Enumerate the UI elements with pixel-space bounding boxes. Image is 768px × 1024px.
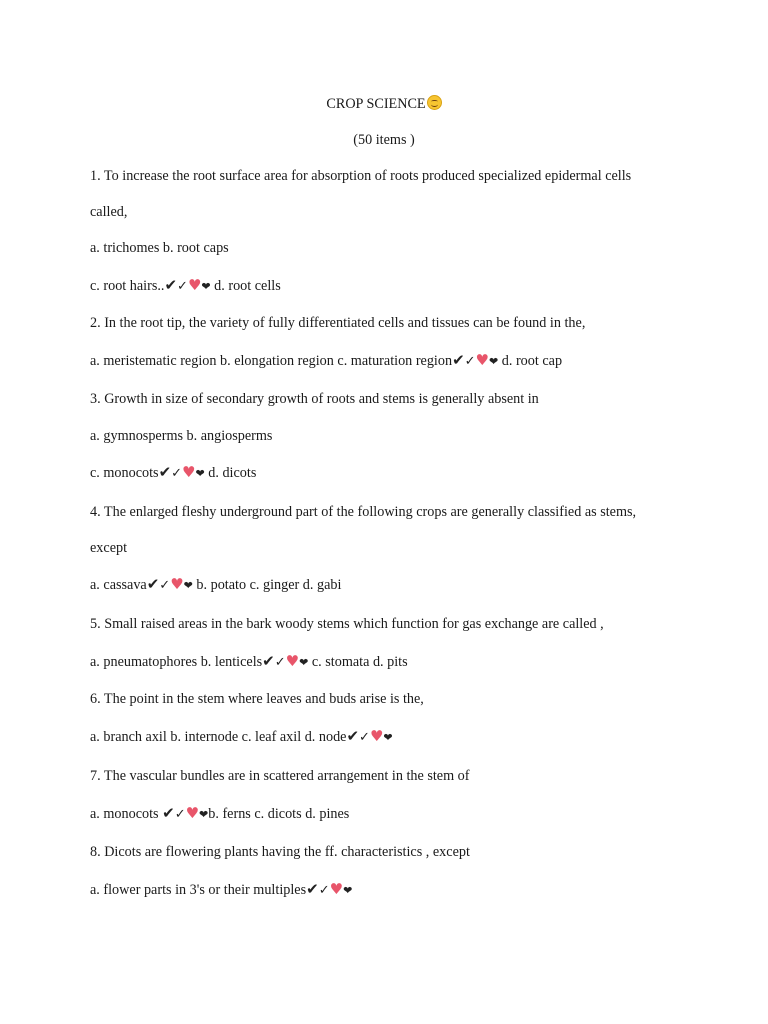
- heart-icon: ❤: [343, 884, 353, 897]
- option-text: c. root hairs..: [90, 278, 165, 294]
- question-4-options: [90, 574, 708, 596]
- check-mark-icon: ✔: [146, 575, 160, 593]
- question-4-text: 4. The enlarged fleshy underground part of the following crops are generally classified as stems,: [90, 504, 637, 520]
- heart-icon: ♥: [187, 276, 202, 294]
- option-text: d. dicots: [204, 465, 257, 481]
- check-mark-icon: ✓: [359, 730, 370, 745]
- question-6-text: 6. The point in the stem where leaves and buds arise is the,: [90, 691, 424, 707]
- answer-mark: [346, 726, 392, 748]
- answer-mark: [147, 574, 193, 596]
- question-5-text: 5. Small raised areas in the bark woody stems which function for gas exchange are called ,: [90, 616, 604, 632]
- question-5-options: [90, 651, 708, 673]
- question-8-text: 8. Dicots are flowering plants having the ff. characteristics , except: [90, 844, 470, 860]
- option-text: a. meristematic region b. elongation region c. maturation region: [90, 353, 453, 369]
- option-text: b. potato c. ginger d. gabi: [192, 577, 342, 593]
- option-text: a. cassava: [90, 577, 147, 593]
- heart-icon: ❤: [201, 280, 211, 293]
- check-mark-icon: ✔: [346, 727, 360, 745]
- question-7-text: 7. The vascular bundles are in scattered arrangement in the stem of: [90, 768, 470, 784]
- heart-icon: ♥: [369, 727, 384, 745]
- heart-icon: ❤: [195, 467, 205, 480]
- question-6-options: [90, 726, 708, 748]
- question-8-options: [90, 879, 708, 901]
- check-mark-icon: ✓: [318, 883, 330, 898]
- question-2-options: [90, 350, 708, 372]
- heart-icon: ♥: [182, 463, 196, 481]
- check-mark-icon: ✓: [464, 354, 476, 369]
- check-mark-icon: ✓: [171, 466, 183, 481]
- check-mark-icon: ✔: [158, 463, 172, 481]
- page-title: [0, 94, 768, 114]
- question-4-text-cont: except: [90, 540, 128, 556]
- heart-icon: ❤: [199, 808, 209, 821]
- heart-icon: ♥: [475, 351, 489, 369]
- check-mark-icon: ✔: [262, 652, 275, 670]
- option-text: d. root cells: [210, 278, 281, 294]
- option-text: a. pneumatophores b. lenticels: [90, 654, 263, 670]
- heart-icon: ♥: [170, 575, 184, 593]
- heart-icon: ♥: [185, 804, 200, 822]
- check-mark-icon: ✓: [274, 655, 286, 670]
- option-text: c. monocots: [90, 465, 159, 481]
- option-text: a. monocots: [90, 806, 163, 822]
- heart-icon: ❤: [489, 355, 499, 368]
- heart-icon: ❤: [299, 656, 309, 669]
- title-text: CROP SCIENCE: [326, 96, 426, 112]
- heart-icon: ❤: [383, 731, 393, 744]
- answer-mark: [159, 462, 205, 484]
- check-mark-icon: ✔: [162, 804, 175, 822]
- answer-mark: [452, 350, 498, 372]
- option-text: d. root cap: [498, 353, 563, 369]
- heart-icon: ❤: [183, 579, 193, 592]
- answer-mark: [164, 275, 210, 297]
- check-mark-icon: ✔: [306, 880, 319, 898]
- option-text: a. branch axil b. internode c. leaf axil d. node: [90, 729, 347, 745]
- heart-icon: ♥: [329, 880, 344, 898]
- option-text: c. stomata d. pits: [308, 654, 408, 670]
- check-mark-icon: ✔: [452, 351, 465, 369]
- question-1-text: 1. To increase the root surface area for absorption of roots produced specialized epidermal cells: [90, 168, 632, 184]
- question-1-text-cont: called,: [90, 204, 128, 220]
- question-3-options-a: a. gymnosperms b. angiosperms: [90, 428, 273, 444]
- check-mark-icon: ✓: [177, 279, 188, 294]
- question-1-options-a: a. trichomes b. root caps: [90, 240, 229, 256]
- question-1-options-c: [90, 275, 708, 297]
- check-mark-icon: ✓: [159, 578, 171, 593]
- question-2-text: 2. In the root tip, the variety of fully differentiated cells and tissues can be found in the,: [90, 315, 586, 331]
- question-3-text: 3. Growth in size of secondary growth of roots and stems is generally absent in: [90, 391, 539, 407]
- page-subtitle: (50 items ): [353, 132, 415, 148]
- answer-mark: [162, 803, 208, 825]
- option-text: a. flower parts in 3's or their multiples: [90, 882, 307, 898]
- answer-mark: [262, 651, 308, 673]
- check-mark-icon: ✓: [174, 807, 186, 822]
- smiling-face-icon: [427, 95, 442, 110]
- option-text: b. ferns c. dicots d. pines: [208, 806, 350, 822]
- check-mark-icon: ✔: [164, 276, 178, 294]
- heart-icon: ♥: [285, 652, 300, 670]
- question-3-options-c: [90, 462, 708, 484]
- answer-mark: [306, 879, 352, 901]
- question-7-options: [90, 803, 708, 825]
